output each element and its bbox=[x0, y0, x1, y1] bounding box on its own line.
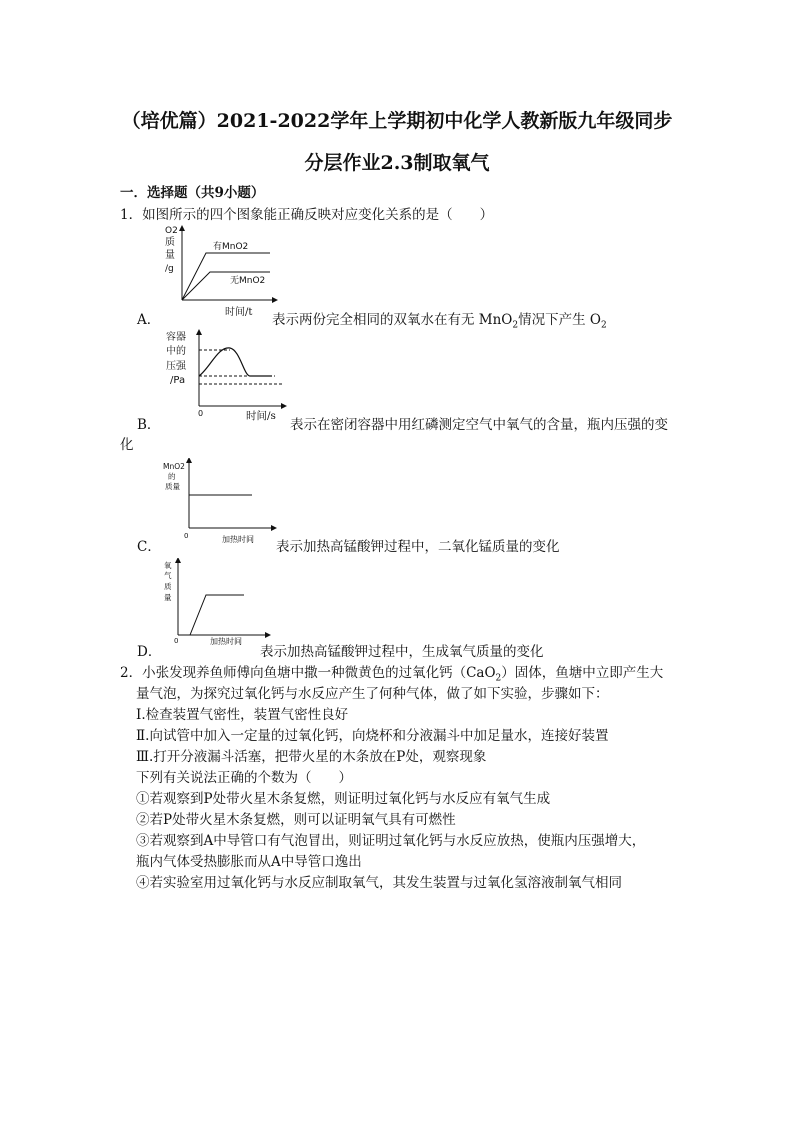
q2-step1: Ⅰ.检查装置气密性，装置气密性良好 bbox=[136, 707, 349, 723]
document-title-line2: 分层作业2.3制取氧气 bbox=[304, 152, 490, 174]
section-heading: 一．选择题（共9小题） bbox=[120, 185, 265, 201]
graph-d-origin: 0 bbox=[174, 637, 179, 645]
q2-line1: 2．小张发现养鱼师傅向鱼塘中撒一种微黄色的过氧化钙（CaO$_2$）固体，鱼塘中立即产生大 bbox=[120, 665, 664, 684]
graph-b-ylabel-3: /Pa bbox=[170, 375, 186, 386]
q2-line2: 量气泡，为探究过氧化钙与水反应产生了何种气体，做了如下实验，步骤如下： bbox=[136, 686, 609, 702]
graph-b-ylabel-1: 中的 bbox=[166, 346, 186, 357]
q2-option2: ②若P处带火星木条复燃，则可以证明氧气具有可燃性 bbox=[136, 812, 456, 828]
q2-option3: ③若观察到A中导管口有气泡冒出，则证明过氧化钙与水反应放热，使瓶内压强增大， bbox=[136, 833, 646, 849]
graph-c-ylabel-2: 质量 bbox=[165, 482, 180, 491]
graph-a-ylabel-2: 量 bbox=[165, 250, 175, 261]
graph-c bbox=[160, 458, 280, 548]
graph-a-series-1: 无MnO2 bbox=[230, 276, 266, 286]
graph-c-ylabel-0: MnO2 bbox=[163, 462, 185, 471]
graph-a-ylabel-1: 质 bbox=[165, 237, 175, 248]
q2-option3-cont: 瓶内气体受热膨胀而从A中导管口逸出 bbox=[136, 854, 362, 870]
q2-step2: Ⅱ.向试管中加入一定量的过氧化钙，向烧杯和分液漏斗中加足量水，连接好装置 bbox=[136, 728, 609, 744]
q2-option4: ④若实验室用过氧化钙与水反应制取氧气，其发生装置与过氧化氢溶液制氧气相同 bbox=[136, 875, 622, 891]
graph-d-line bbox=[178, 595, 244, 635]
option-a-letter: A． bbox=[137, 312, 161, 328]
graph-d-ylabel-3: 量 bbox=[164, 593, 172, 602]
q1-stem: 1．如图所示的四个图象能正确反映对应变化关系的是（ ） bbox=[120, 207, 494, 223]
graph-a bbox=[155, 220, 285, 320]
graph-b-xlabel: 时间/s bbox=[246, 410, 276, 422]
option-c-letter: C． bbox=[137, 539, 161, 555]
graph-d-ylabel-0: 氧 bbox=[164, 561, 172, 570]
graph-d bbox=[160, 558, 280, 648]
option-c-text: 表示加热高锰酸钾过程中，二氧化锰质量的变化 bbox=[276, 539, 560, 555]
graph-c-xlabel: 加热时间 bbox=[222, 535, 254, 544]
q2-step3: Ⅲ.打开分液漏斗活塞，把带火星的木条放在P处，观察现象 bbox=[136, 749, 487, 765]
graph-c-ylabel-1: 的 bbox=[168, 472, 176, 481]
graph-d-ylabel-2: 质 bbox=[164, 582, 172, 591]
graph-b-ylabel-2: 压强 bbox=[166, 361, 186, 372]
graph-a-series-0: 有MnO2 bbox=[213, 242, 249, 252]
option-b-letter: B． bbox=[137, 417, 161, 433]
graph-c-origin: 0 bbox=[184, 532, 189, 540]
option-a-text: 表示两份完全相同的双氧水在有无 MnO$_2$情况下产生 $O_2$ bbox=[272, 312, 607, 331]
graph-b-origin: 0 bbox=[198, 409, 204, 418]
graph-a-xlabel: 时间/t bbox=[225, 307, 253, 318]
document-title-line1: （培优篇）2021-2022学年上学期初中化学人教新版九年级同步 bbox=[121, 110, 673, 132]
option-d-text: 表示加热高锰酸钾过程中，生成氧气质量的变化 bbox=[260, 644, 544, 660]
graph-b-curve bbox=[199, 348, 272, 376]
graph-b-ylabel-0: 容器 bbox=[166, 332, 186, 343]
graph-a-ylabel-0: O2 bbox=[165, 226, 178, 236]
q2-ask: 下列有关说法正确的个数为（ ） bbox=[136, 770, 352, 786]
q2-option1: ①若观察到P处带火星木条复燃，则证明过氧化钙与水反应有氧气生成 bbox=[136, 791, 551, 807]
graph-d-ylabel-1: 气 bbox=[164, 571, 172, 580]
option-b-text-cont: 化 bbox=[120, 437, 134, 453]
graph-a-ylabel-3: /g bbox=[165, 264, 174, 274]
option-d-letter: D． bbox=[137, 644, 162, 660]
option-b-text: 表示在密闭容器中用红磷测定空气中氧气的含量，瓶内压强的变 bbox=[290, 417, 668, 433]
graph-d-xlabel: 加热时间 bbox=[210, 637, 242, 646]
